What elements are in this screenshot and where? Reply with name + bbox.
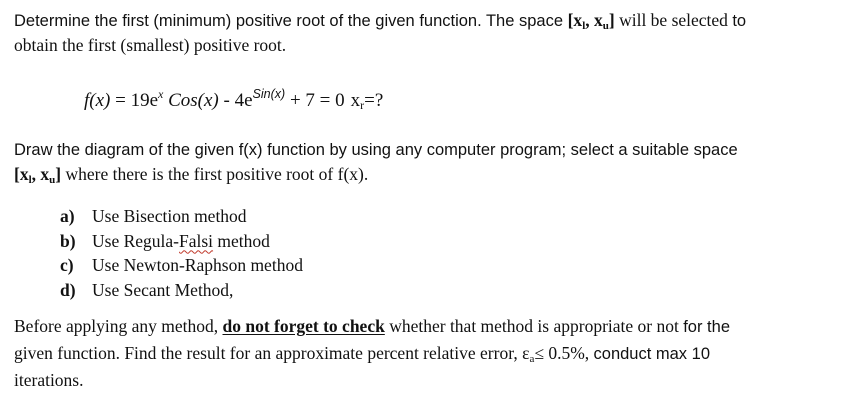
closing-text-e: conduct max 10 [593, 345, 710, 363]
closing-emphasis: do not forget to check [222, 316, 385, 336]
closing-pct: 0.5%, [543, 343, 594, 363]
list-item [60, 278, 303, 303]
list-item-label: b) [60, 230, 76, 251]
intro-text-sans: Determine the first (minimum) positive root of the given function. The space [14, 12, 568, 30]
closing-eps: ε [522, 343, 530, 363]
function-equation [84, 88, 383, 114]
intro-text-to: to [732, 12, 747, 30]
list-item-text: Use Bisection method [92, 206, 247, 226]
interval-open: [x [14, 164, 29, 184]
diagram-paragraph [14, 137, 844, 186]
eq-tail: + 7 = 0 [285, 90, 345, 111]
eq-xr: x [350, 90, 361, 111]
intro-interval [568, 10, 615, 30]
intro-paragraph [14, 8, 844, 57]
interval-sub-l: l [582, 20, 586, 32]
list-item-label: d) [60, 279, 76, 300]
list-item-text: Use Newton-Raphson method [92, 255, 303, 275]
interval-close: ] [55, 164, 62, 184]
diagram-text-space: space [693, 141, 738, 159]
closing-text-d: given function. Find the result for an approximate percent relative error, [14, 343, 523, 363]
list-item [60, 204, 303, 229]
interval-open: [x [567, 10, 583, 30]
interval-sep: , x [31, 164, 50, 184]
eq-a: = 19e [110, 90, 159, 111]
methods-list [60, 204, 303, 302]
closing-text-a: Before applying any method, [14, 316, 223, 336]
diagram-text-c: where there is the first positive root of f(x). [61, 164, 369, 184]
intro-text-b: will be selected [614, 10, 733, 30]
eq-exp-sin: Sin(x) [252, 87, 286, 101]
list-item-text: Use Secant Method, [92, 279, 234, 300]
eq-xr-tail: =? [364, 90, 384, 111]
eq-xr-sub: r [360, 98, 365, 112]
list-item [60, 253, 303, 278]
diagram-text-a: Draw the diagram of the given f(x) function by using any computer program; select a suitable [14, 141, 694, 159]
closing-paragraph [14, 313, 844, 393]
interval-sub-l: l [28, 174, 32, 186]
list-item-text-tail: method [213, 230, 270, 251]
interval-sep: , x [585, 10, 603, 30]
list-item-text: Use Regula- [92, 230, 179, 251]
closing-text-f: iterations. [14, 370, 84, 390]
eq-fx: f(x) [84, 90, 111, 111]
closing-le: ≤ [534, 343, 544, 363]
closing-text-b: whether that method is appropriate or not [384, 316, 684, 336]
diagram-interval [14, 164, 61, 184]
eq-cos: Cos(x) [163, 90, 219, 111]
list-item-label: c) [60, 255, 74, 275]
list-item-label: a) [60, 206, 75, 226]
spellcheck-word[interactable]: Falsi [179, 230, 214, 251]
interval-close: ] [608, 10, 615, 30]
interval-sub-u: u [602, 20, 609, 32]
list-item [60, 229, 303, 254]
eq-exp-x: x [158, 87, 164, 101]
closing-eps-sub: a [529, 353, 535, 365]
intro-text-d: obtain the first (smallest) positive root. [14, 35, 287, 55]
interval-sub-u: u [49, 174, 56, 186]
closing-text-c: for the [683, 318, 730, 336]
eq-minus: - 4e [218, 90, 253, 111]
